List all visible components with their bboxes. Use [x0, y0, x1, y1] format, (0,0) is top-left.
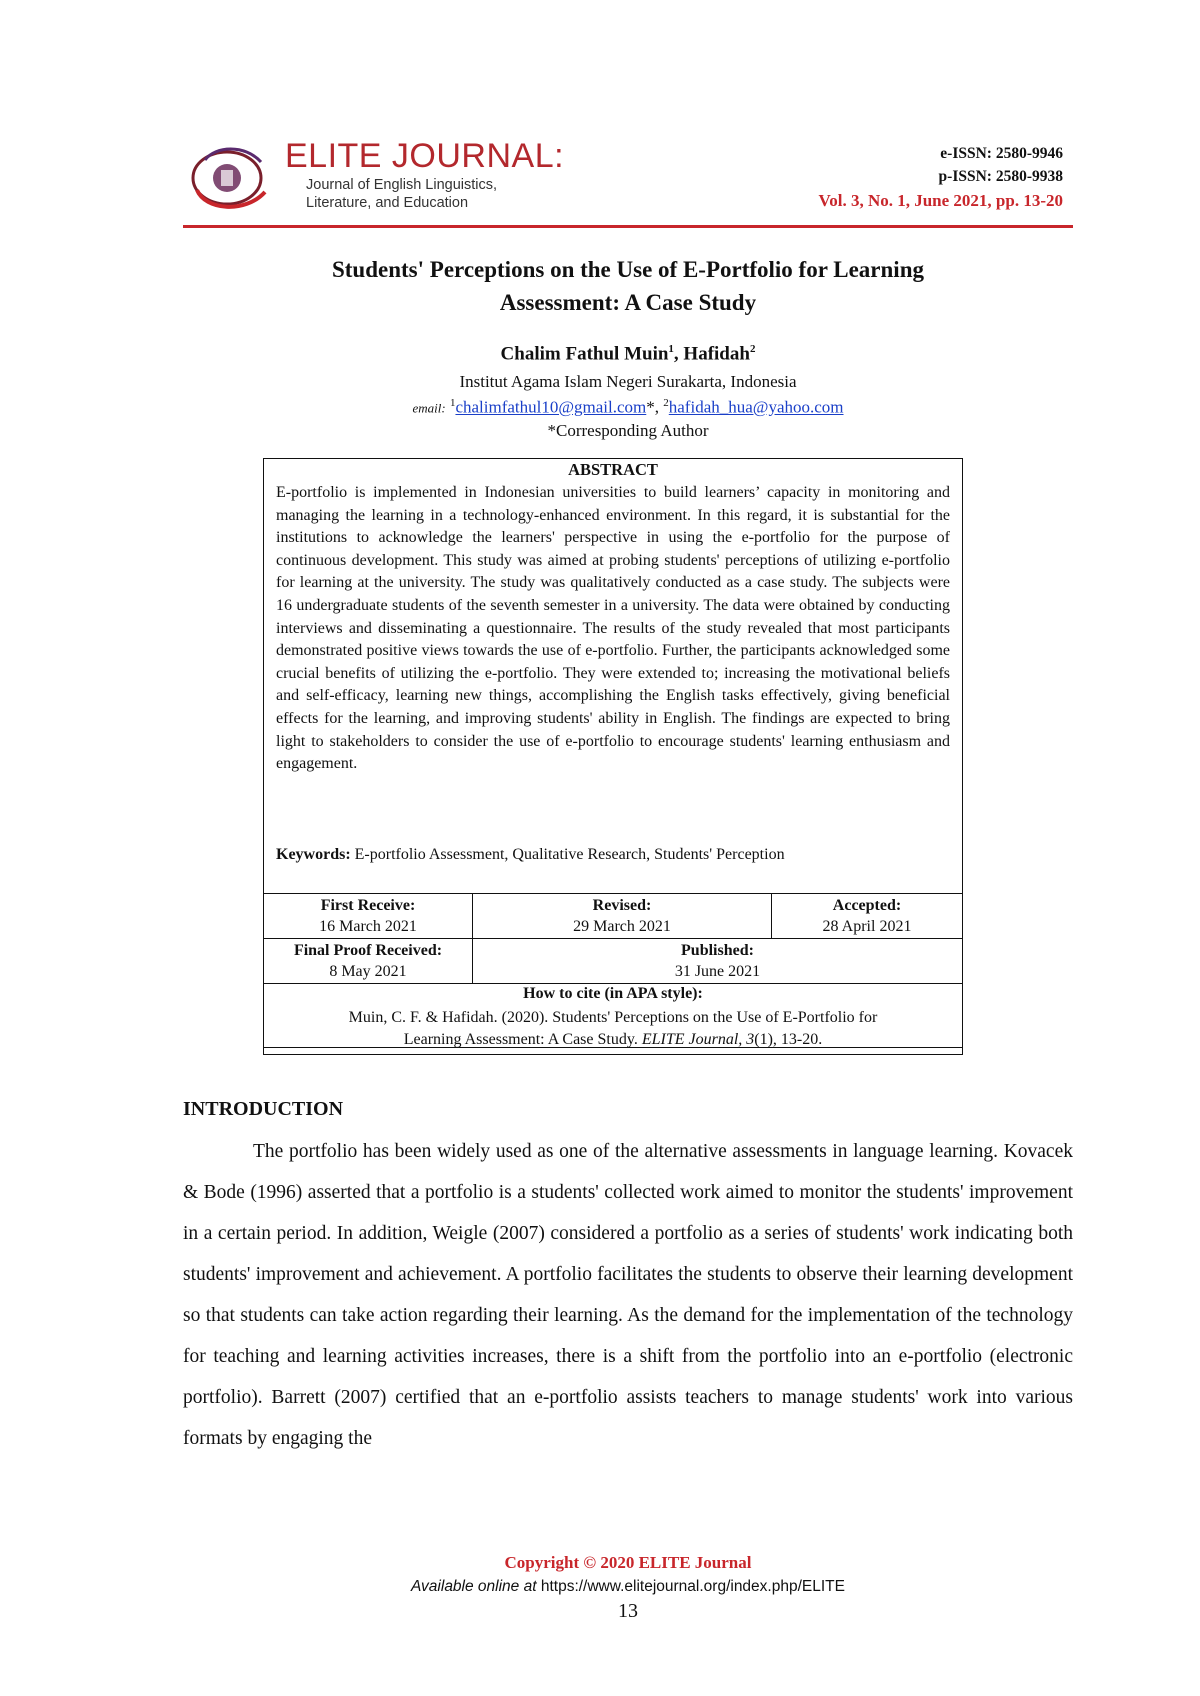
abstract-heading: ABSTRACT	[568, 460, 658, 479]
revised-cell	[473, 894, 772, 939]
first-receive-cell	[264, 894, 473, 939]
citation-text	[263, 1007, 963, 1051]
eissn: e-ISSN: 2580-9946	[940, 145, 1063, 162]
email1-sup: 1	[449, 397, 456, 409]
author2: Hafidah	[683, 343, 750, 365]
final-proof-label: Final Proof Received:	[293, 942, 443, 959]
email1-link[interactable]: chalimfathul10@gmail.com	[455, 397, 647, 417]
title-line2: Assessment: A Case Study	[499, 290, 757, 315]
corresponding-author: *Corresponding Author	[547, 421, 709, 440]
available-label: Available online at	[411, 1578, 537, 1595]
citation-journal: ELITE Journal, 3	[641, 1031, 755, 1048]
email-label: email:	[412, 400, 446, 416]
emails	[183, 397, 1073, 418]
author-sep: ,	[673, 343, 684, 365]
journal-subtitle	[306, 176, 497, 212]
introduction-heading: INTRODUCTION	[183, 1098, 344, 1120]
volume-info: Vol. 3, No. 1, June 2021, pp. 13-20	[818, 191, 1063, 210]
citation-line1: Muin, C. F. & Hafidah. (2020). Students' Perceptions on the Use of E-Portfolio for	[348, 1009, 878, 1026]
journal-name: ELITE JOURNAL:	[285, 137, 565, 175]
table-row	[264, 939, 963, 984]
published-cell	[473, 939, 963, 984]
revised-value: 29 March 2021	[573, 918, 671, 935]
accepted-cell	[772, 894, 963, 939]
pissn: p-ISSN: 2580-9938	[938, 168, 1063, 185]
keywords-text: E-portfolio Assessment, Qualitative Research, Students' Perception	[350, 846, 785, 863]
abstract-text: E-portfolio is implemented in Indonesian universities to build learners’ capacity in monitoring and managing the learning in a technology-enhanced environment. In this regard, it is substantial for the institutions to acknowledge the learners' perspective in using the e-portfolio for the purpose of continuous development. This study was aimed at probing students' perceptions of utilizing e-portfolio for learning at the university. The study was qualitatively conducted as a case study. The subjects were 16 undergraduate students of the seventh semester in a university. The data were obtained by conducting interviews and disseminating a questionnaire. The results of the study revealed that most participants demonstrated positive views towards the use of e-portfolio. Further, the participants acknowledged some crucial benefits of utilizing the e-portfolio. They were extended to; increasing the motivational beliefs and self-efficacy, learning new things, accomplishing the English tasks effectively, giving beneficial effects for the learning, and improving students' ability in English. The findings are expected to bring light to stakeholders to consider the use of e-portfolio to encourage students' learning enthusiasm and engagement.	[276, 484, 950, 773]
elite-logo-icon	[185, 140, 285, 220]
first-receive-label: First Receive:	[320, 897, 416, 914]
email2-link[interactable]: hafidah_hua@yahoo.com	[668, 397, 844, 417]
published-value: 31 June 2021	[674, 963, 761, 980]
author1: Chalim Fathul Muin	[500, 343, 669, 365]
article-title	[183, 253, 1073, 319]
published-label: Published:	[681, 942, 754, 959]
citation-heading: How to cite (in APA style):	[523, 985, 703, 1002]
journal-subtitle-line2: Literature, and Education	[306, 195, 469, 211]
email2-sup: 2	[663, 397, 669, 409]
final-proof-cell	[264, 939, 473, 984]
citation-line2-pre: Learning Assessment: A Case Study.	[403, 1031, 642, 1048]
author1-sup: 1	[668, 343, 674, 355]
copyright: Copyright © 2020 ELITE Journal	[504, 1553, 752, 1572]
authors	[183, 343, 1073, 365]
affiliation: Institut Agama Islam Negeri Surakarta, Indonesia	[459, 372, 797, 391]
keywords	[276, 846, 950, 864]
page-number: 13	[618, 1600, 638, 1622]
header-divider	[183, 225, 1073, 228]
introduction-paragraph: The portfolio has been widely used as one of the alternative assessments in language learning. Kovacek & Bode (1996) asserted that a portfolio is a students' collected work aimed to monitor the students' improvement in a certain period. In addition, Weigle (2007) considered a portfolio as a series of students' work indicating both students' improvement and achievement. A portfolio facilitates the students to observe their learning development so that students can take action regarding their learning. As the demand for the implementation of the technology for teaching and learning activities increases, there is a shift from the portfolio into an e-portfolio (electronic portfolio). Barrett (2007) certified that an e-portfolio assists teachers to manage students' work into various formats by engaging the	[183, 1141, 1073, 1449]
dates-table	[263, 893, 963, 984]
journal-subtitle-line1: Journal of English Linguistics,	[306, 177, 498, 193]
keywords-label: Keywords:	[276, 846, 351, 863]
email1-after: *,	[646, 397, 664, 417]
availability	[183, 1578, 1073, 1596]
revised-label: Revised:	[592, 897, 652, 914]
final-proof-value: 8 May 2021	[329, 963, 407, 980]
accepted-label: Accepted:	[832, 897, 902, 914]
author2-sup: 2	[749, 343, 756, 355]
citation-line2	[263, 1029, 963, 1051]
journal-url[interactable]: https://www.elitejournal.org/index.php/ELITE	[536, 1578, 845, 1595]
citation-line2-post: (1), 13-20.	[754, 1031, 823, 1048]
first-receive-value: 16 March 2021	[319, 918, 417, 935]
accepted-value: 28 April 2021	[822, 918, 912, 935]
title-line1: Students' Perceptions on the Use of E-Portfolio for Learning	[331, 257, 924, 282]
table-row	[264, 894, 963, 939]
